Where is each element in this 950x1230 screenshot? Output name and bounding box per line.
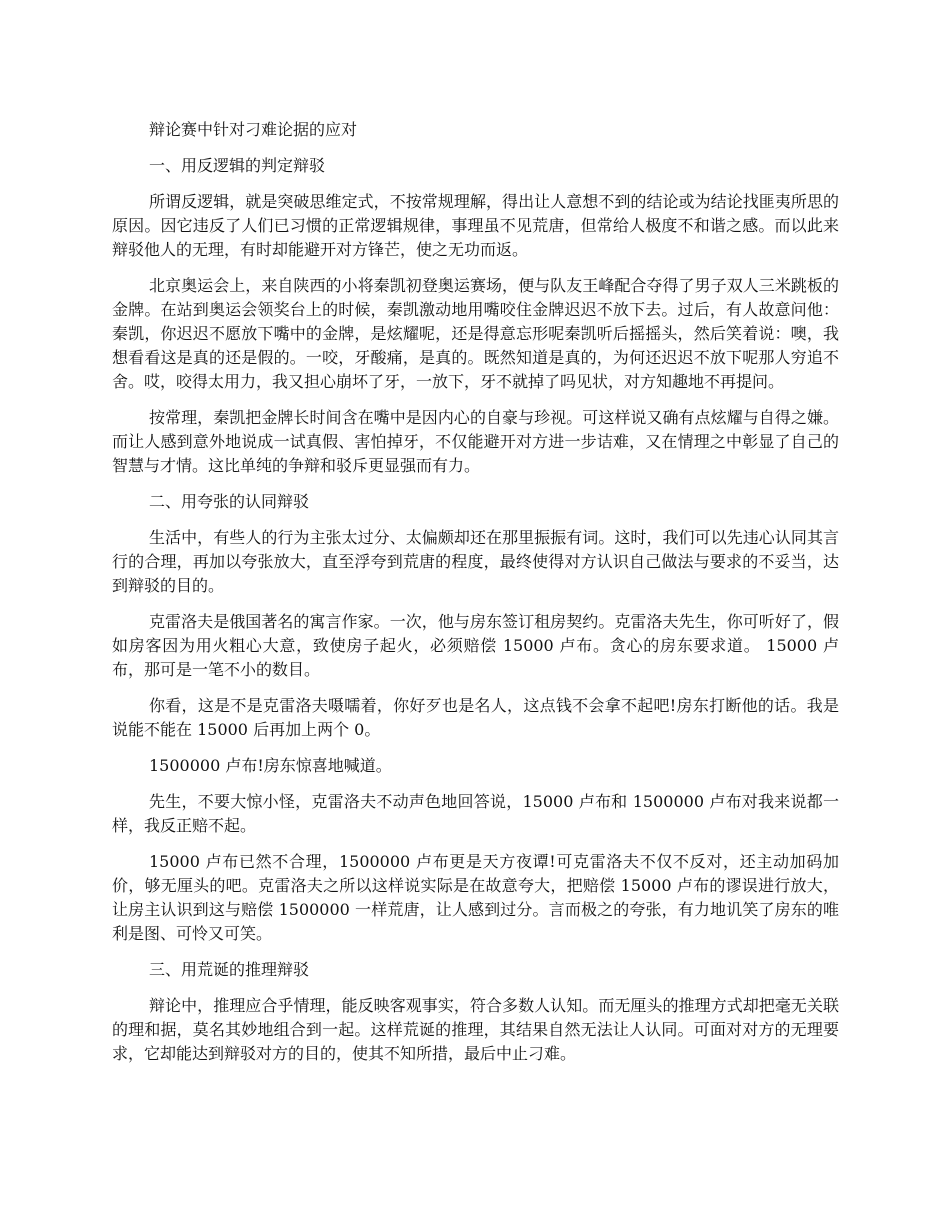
section-heading-2: 二、用夸张的认同辩驳: [149, 492, 310, 511]
paragraph: 你看，这是不是克雷洛夫嗫嚅着，你好歹也是名人，这点钱不会拿不起吧!房东打断他的话。我是说能不能在 15000 后再加上两个 0。: [112, 696, 839, 739]
paragraph: 按常理，秦凯把金牌长时间含在嘴中是因内心的自豪与珍视。可这样说又确有点炫耀与自得之嫌。而让人感到意外地说成一试真假、害怕掉牙，不仅能避开对方进一步诘难，又在情理之中彰显了自己的智慧与才情。这比单纯的争辩和驳斥更显强而有力。: [112, 408, 839, 475]
paragraph: 先生，不要大惊小怪，克雷洛夫不动声色地回答说，15000 卢布和 1500000 卢布对我来说都一样，我反正赔不起。: [112, 792, 839, 835]
paragraph: 所谓反逻辑，就是突破思维定式，不按常规理解，得出让人意想不到的结论或为结论找匪夷所思的原因。因它违反了人们已习惯的正常逻辑规律，事理虽不见荒唐，但常给人极度不和谐之感。而以此来辩驳他人的无理，有时却能避开对方锋芒，使之无功而返。: [112, 192, 839, 259]
paragraph: 北京奥运会上，来自陕西的小将秦凯初登奥运赛场，便与队友王峰配合夺得了男子双人三米跳板的金牌。在站到奥运会领奖台上的时候，秦凯激动地用嘴咬住金牌迟迟不放下去。过后，有人故意问他：秦凯，你迟迟不愿放下嘴中的金牌，是炫耀呢，还是得意忘形呢秦凯听后摇摇头，然后笑着说：噢，我想看看这是真的还是假的。一咬，牙酸痛，是真的。既然知道是真的，为何还迟迟不放下呢那人穷追不舍。哎，咬得太用力，我又担心崩坏了牙，一放下，牙不就掉了吗见状，对方知趣地不再提问。: [112, 276, 839, 391]
paragraph: 1500000 卢布!房东惊喜地喊道。: [149, 756, 392, 775]
paragraph: 克雷洛夫是俄国著名的寓言作家。一次，他与房东签订租房契约。克雷洛夫先生，你可听好了，假如房客因为用火粗心大意，致使房子起火，必须赔偿 15000 卢布。贪心的房东要求道。 15000 卢布，那可是一笔不小的数目。: [112, 612, 839, 679]
document-body: [112, 118, 839, 1078]
paragraph: 15000 卢布已然不合理，1500000 卢布更是天方夜谭!可克雷洛夫不仅不反对，还主动加码加价，够无厘头的吧。克雷洛夫之所以这样说实际是在故意夸大，把赔偿 15000 卢布的谬误进行放大，让房主认识到这与赔偿 1500000 一样荒唐，让人感到过分。言而极之的夸张，有力地讥笑了房东的唯利是图、可怜又可笑。: [112, 852, 839, 943]
document-title: 辩论赛中针对刁难论据的应对: [149, 120, 358, 139]
section-heading-3: 三、用荒诞的推理辩驳: [149, 960, 310, 979]
paragraph: 辩论中，推理应合乎情理，能反映客观事实，符合多数人认知。而无厘头的推理方式却把毫无关联的理和据，莫名其妙地组合到一起。这样荒诞的推理，其结果自然无法让人认同。可面对对方的无理要求，它却能达到辩驳对方的目的，使其不知所措，最后中止刁难。: [112, 996, 839, 1063]
paragraph: 生活中，有些人的行为主张太过分、太偏颇却还在那里振振有词。这时，我们可以先违心认同其言行的合理，再加以夸张放大，直至浮夸到荒唐的程度，最终使得对方认识自己做法与要求的不妥当，达到辩驳的目的。: [112, 528, 839, 595]
section-heading-1: 一、用反逻辑的判定辩驳: [149, 156, 326, 175]
